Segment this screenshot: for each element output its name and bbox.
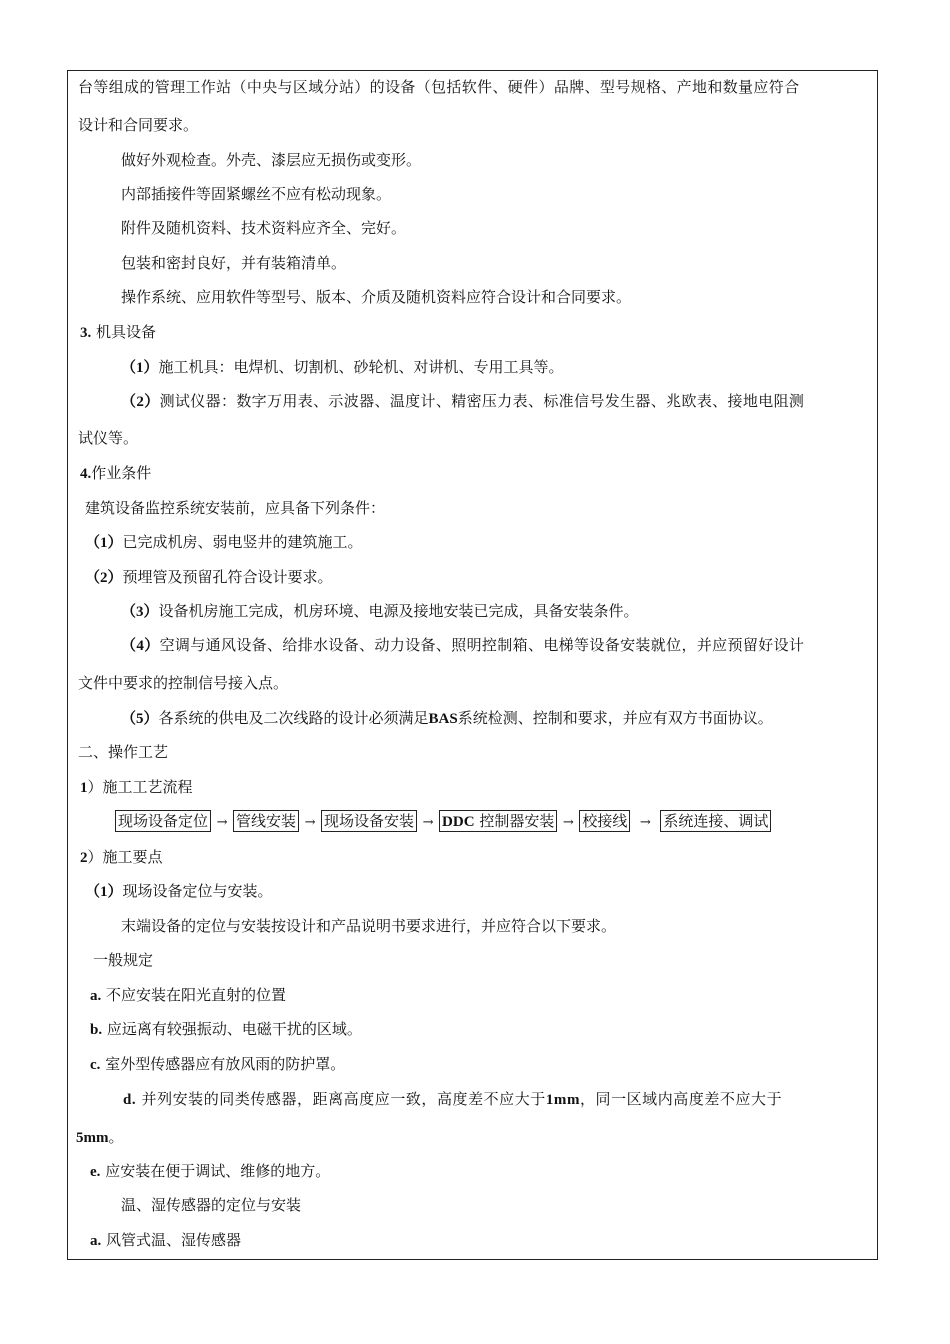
list-item: （1）施工机具：电焊机、切割机、砂轮机、对讲机、专用工具等。 (121, 358, 564, 376)
para-line: 包装和密封良好，并有装箱清单。 (121, 254, 347, 272)
list-item: （2）预埋管及预留孔符合设计要求。 (85, 568, 333, 586)
para-line: 附件及随机资料、技术资料应齐全、完好。 (121, 219, 407, 237)
list-item: d. 并列安装的同类传感器，距离高度应一致，高度差不应大于1mm，同一区域内高度差不应大于 (123, 1090, 783, 1108)
flow-step-ddc-controller: DDC 控制器安装 (439, 810, 557, 832)
list-item: （1）现场设备定位与安装。 (85, 882, 273, 900)
para-line: 温、湿传感器的定位与安装 (121, 1196, 302, 1214)
para-line: 台等组成的管理工作站（中央与区域分站）的设备（包括软件、硬件）品牌、型号规格、产地和数量应符合 (78, 78, 800, 96)
para-line: 内部插接件等固紧螺丝不应有松动现象。 (121, 185, 392, 203)
list-item: （4）空调与通风设备、给排水设备、动力设备、照明控制箱、电梯等设备安装就位，并应预留好设计 (121, 636, 805, 654)
list-item: （2）测试仪器：数字万用表、示波器、温度计、精密压力表、标准信号发生器、兆欧表、接地电阻测 (121, 392, 805, 410)
para-line: 一般规定 (93, 951, 154, 969)
section-heading-conditions: 4.作业条件 (80, 464, 152, 482)
process-flow (115, 810, 771, 834)
arrow-icon: → (216, 815, 228, 830)
para-line: 末端设备的定位与安装按设计和产品说明书要求进行，并应符合以下要求。 (121, 917, 617, 935)
arrow-icon: → (422, 815, 434, 830)
flow-step-system-debug: 系统连接、调试 (660, 810, 771, 832)
para-line: 文件中要求的控制信号接入点。 (78, 674, 289, 692)
flow-step-pipe-installation: 管线安装 (233, 810, 299, 832)
subheading-process-flow: 1）施工工艺流程 (80, 778, 193, 796)
list-item: （3）设备机房施工完成，机房环境、电源及接地安装已完成，具备安装条件。 (121, 602, 639, 620)
section-heading-operation: 二、操作工艺 (78, 743, 169, 761)
para-line: 5mm。 (76, 1128, 124, 1146)
para-line: 设计和合同要求。 (78, 116, 199, 134)
list-item: a. 风管式温、湿传感器 (90, 1231, 242, 1249)
para-line: 试仪等。 (78, 429, 139, 447)
arrow-icon: → (562, 815, 574, 830)
para-line: 做好外观检查。外壳、漆层应无损伤或变形。 (121, 151, 422, 169)
flow-step-equipment-installation: 现场设备安装 (321, 810, 417, 832)
arrow-icon: → (639, 815, 651, 830)
list-item: （1）已完成机房、弱电竖井的建筑施工。 (85, 533, 363, 551)
para-line: 建筑设备监控系统安装前，应具备下列条件： (85, 499, 386, 517)
list-item: e. 应安装在便于调试、维修的地方。 (90, 1162, 331, 1180)
list-item: （5）各系统的供电及二次线路的设计必须满足BAS系统检测、控制和要求，并应有双方书面协议。 (121, 709, 773, 727)
document-frame (67, 70, 878, 1260)
flow-step-equipment-positioning: 现场设备定位 (115, 810, 211, 832)
para-line: 操作系统、应用软件等型号、版本、介质及随机资料应符合设计和合同要求。 (121, 288, 632, 306)
section-heading-equipment: 3. 机具设备 (80, 323, 157, 341)
list-item: a. 不应安装在阳光直射的位置 (90, 986, 287, 1004)
flow-step-wiring-check: 校接线 (579, 810, 630, 832)
arrow-icon: → (304, 815, 316, 830)
list-item: b. 应远离有较强振动、电磁干扰的区域。 (90, 1020, 362, 1038)
list-item: c. 室外型传感器应有放风雨的防护罩。 (90, 1055, 346, 1073)
subheading-key-points: 2）施工要点 (80, 848, 163, 866)
